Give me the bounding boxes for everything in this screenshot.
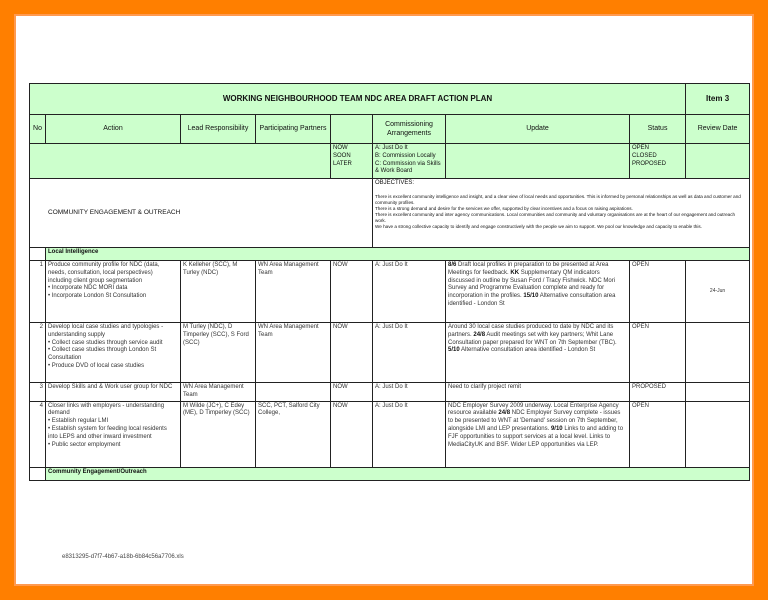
subsection-community-engagement: Community Engagement/Outreach [46, 467, 750, 480]
commissioning-legend: A: Just Do It B: Commission Locally C: Commission via Skills & Work Board [373, 144, 446, 179]
status-cell: OPEN [630, 261, 686, 323]
update-cell: NDC Employer Survey 2009 underway. Local Enterprise Agency resource available 24/8 NDC Employer Survey complete - issues to be presented to WNT at 'Demand' session on 7th September, alongside LMI and LEP presentations. 9/10 Links to and adding to FJF opportunities to support services at a local level. Links to MediaCityUK and BSF. Wider LEP opportunities via LEP. [446, 401, 630, 467]
lead-cell: K Kelleher (SCC), M Turley (NDC) [181, 261, 256, 323]
action-cell: Develop Skills and & Work user group for NDC [46, 383, 181, 402]
action-bullet: • Public sector employment [48, 441, 121, 448]
header-review: Review Date [686, 115, 750, 144]
header-update: Update [446, 115, 630, 144]
commissioning-cell: A: Just Do It [373, 323, 446, 383]
document-page [14, 14, 754, 586]
action-bullet: • Incorporate NDC MORI data [48, 285, 128, 292]
subsection-local-intelligence: Local Intelligence [46, 248, 750, 261]
timing-legend: NOW SOON LATER [331, 144, 373, 179]
file-name: e8313295-d7f7-4b67-a18b-6b84c56a7706.xls [62, 554, 184, 560]
action-bullet: • Incorporate London St Consultation [48, 293, 147, 300]
row-no: 3 [30, 383, 46, 402]
subsection-row [30, 467, 750, 480]
commissioning-cell: A: Just Do It [373, 261, 446, 323]
action-cell: Produce community profile for NDC (data, needs, consultation, local perspectives) including client group segmentation • Incorporate NDC MORI data • Incorporate London St Consultation [46, 261, 181, 323]
action-bullet: • Produce DVD of local case studies [48, 362, 145, 369]
lead-cell: M Turley (NDC), D Timperley (SCC), S Ford (SCC) [181, 323, 256, 383]
partners-cell: WN Area Management Team [256, 323, 331, 383]
header-status: Status [630, 115, 686, 144]
objectives-label: OBJECTIVES: [375, 180, 415, 186]
row-no: 4 [30, 401, 46, 467]
section-title: COMMUNITY ENGAGEMENT & OUTREACH [30, 179, 373, 248]
action-bullet: • Establish system for feeding local residents into LEPS and other inward investment [48, 425, 167, 440]
timing-cell: NOW [331, 261, 373, 323]
legend-row [30, 144, 750, 179]
action-bullet: • Collect case studies through London St Consultation [48, 347, 157, 362]
update-cell: Around 30 local case studies produced to date by NDC and its partners. 24/8 Audit meetings set with key partners; Whit Lane Consultation paper prepared for WNT on 7th September (TBC). 5/10 Alternative consultation area identified - London St [446, 323, 630, 383]
header-timing [331, 115, 373, 144]
status-cell: PROPOSED [630, 383, 686, 402]
header-no: No [30, 115, 46, 144]
status-legend: OPEN CLOSED PROPOSED [630, 144, 686, 179]
row-no: 1 [30, 261, 46, 323]
plan-title: WORKING NEIGHBOURHOOD TEAM NDC AREA DRAFT ACTION PLAN [30, 84, 686, 115]
action-bullet: • Collect case studies through service audit [48, 339, 163, 346]
header-partners: Participating Partners [256, 115, 331, 144]
header-row [30, 115, 750, 144]
lead-cell: WN Area Management Team [181, 383, 256, 402]
title-row [30, 84, 750, 115]
status-cell: OPEN [630, 323, 686, 383]
action-cell: Develop local case studies and typologies - understanding supply • Collect case studies through service audit • Collect case studies through London St Consultation • Produce DVD of local case studies [46, 323, 181, 383]
review-date-cell [686, 401, 750, 467]
action-plan-table [29, 83, 750, 481]
partners-cell [256, 383, 331, 402]
partners-cell: WN Area Management Team [256, 261, 331, 323]
action-bullet: • Establish regular LMI [48, 418, 109, 425]
header-action: Action [46, 115, 181, 144]
review-date-cell [686, 383, 750, 402]
subsection-row [30, 248, 750, 261]
review-date-cell: 24-Jun [686, 261, 750, 323]
table-row [30, 323, 750, 383]
action-cell: Closer links with employers - understanding demand • Establish regular LMI • Establish system for feeding local residents into LEPS and other inward investment • Public sector employment [46, 401, 181, 467]
commissioning-cell: A: Just Do It [373, 401, 446, 467]
table-row [30, 401, 750, 467]
update-cell: 8/6 Draft local profiles in preparation to be presented at Area Meetings for feedback. KK Supplementary QM indicators discussed in outline by Susan Ford / Tracy Fishwick. NDC Mori Survey and Programme Evaluation complete and ready for incorporation in the profiles. 15/10 Alternative consultation area identified - London St [446, 261, 630, 323]
timing-cell: NOW [331, 383, 373, 402]
commissioning-cell: A: Just Do It [373, 383, 446, 402]
table-row [30, 383, 750, 402]
partners-cell: SCC, PCT, Salford City College, [256, 401, 331, 467]
review-date-cell [686, 323, 750, 383]
header-lead: Lead Responsibility [181, 115, 256, 144]
lead-cell: M Wilde (JC+), C Edey (ME), D Timperley (SCC) [181, 401, 256, 467]
timing-cell: NOW [331, 401, 373, 467]
objectives-row [30, 179, 750, 248]
update-cell: Need to clarify project remit [446, 383, 630, 402]
table-row [30, 261, 750, 323]
status-cell: OPEN [630, 401, 686, 467]
row-no: 2 [30, 323, 46, 383]
item-label: Item 3 [686, 84, 750, 115]
timing-cell: NOW [331, 323, 373, 383]
objectives: OBJECTIVES: There is excellent community intelligence and insight, and a clear view of local needs and opportunities. This is informed by personal relationships as well as data and customer and community profiles. There is a strong demand and desire for the services we offer, supported by clear incentives and a focus on raising aspirations. There is excellent community and inter agency communications. Local communities and community and voluntary organisations are at the heart of our engagement and outreach work. We have a strong collective capacity to identify and engage constructively with the people we aim to support. We pool our knowledge and capacity to enable this. [373, 179, 750, 248]
header-commissioning: Commissioning Arrangements [373, 115, 446, 144]
